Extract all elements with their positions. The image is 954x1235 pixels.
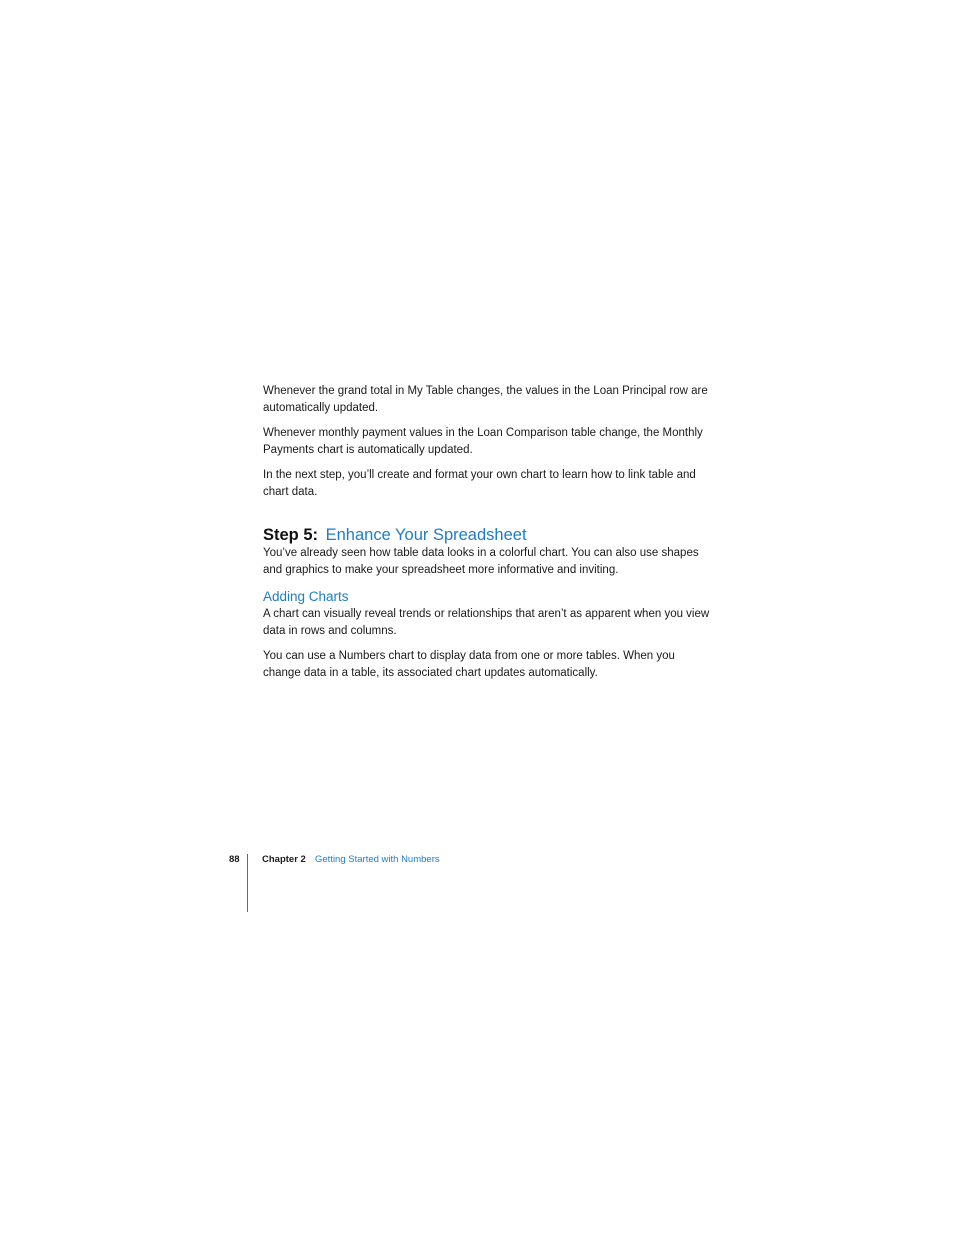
section-heading-adding-charts: Adding Charts <box>263 589 349 604</box>
step-heading <box>263 525 527 545</box>
paragraph-next-step: In the next step, you’ll create and format your own chart to learn how to link table and chart data. <box>263 469 696 498</box>
step-label: Step 5: <box>263 526 319 544</box>
page-number: 88 <box>229 854 240 865</box>
paragraph-chart-reveal: A chart can visually reveal trends or relationships that aren’t as apparent when you view data in rows and columns. <box>263 608 710 637</box>
chapter-label: Chapter 2 <box>262 854 306 865</box>
chapter-title: Getting Started with Numbers <box>315 854 440 865</box>
step-title: Enhance Your Spreadsheet <box>325 526 527 544</box>
paragraph-grand-total: Whenever the grand total in My Table changes, the values in the Loan Principal row are automatically updated. <box>263 385 708 414</box>
paragraph-numbers-chart: You can use a Numbers chart to display data from one or more tables. When you change data in a table, its associated chart updates automatically. <box>263 650 675 679</box>
paragraph-monthly-payment: Whenever monthly payment values in the Loan Comparison table change, the Monthly Payments chart is automatically updated. <box>263 427 703 456</box>
paragraph-step-intro: You’ve already seen how table data looks in a colorful chart. You can also use shapes and graphics to make your spreadsheet more informative and inviting. <box>263 547 699 576</box>
footer-divider <box>247 854 248 912</box>
